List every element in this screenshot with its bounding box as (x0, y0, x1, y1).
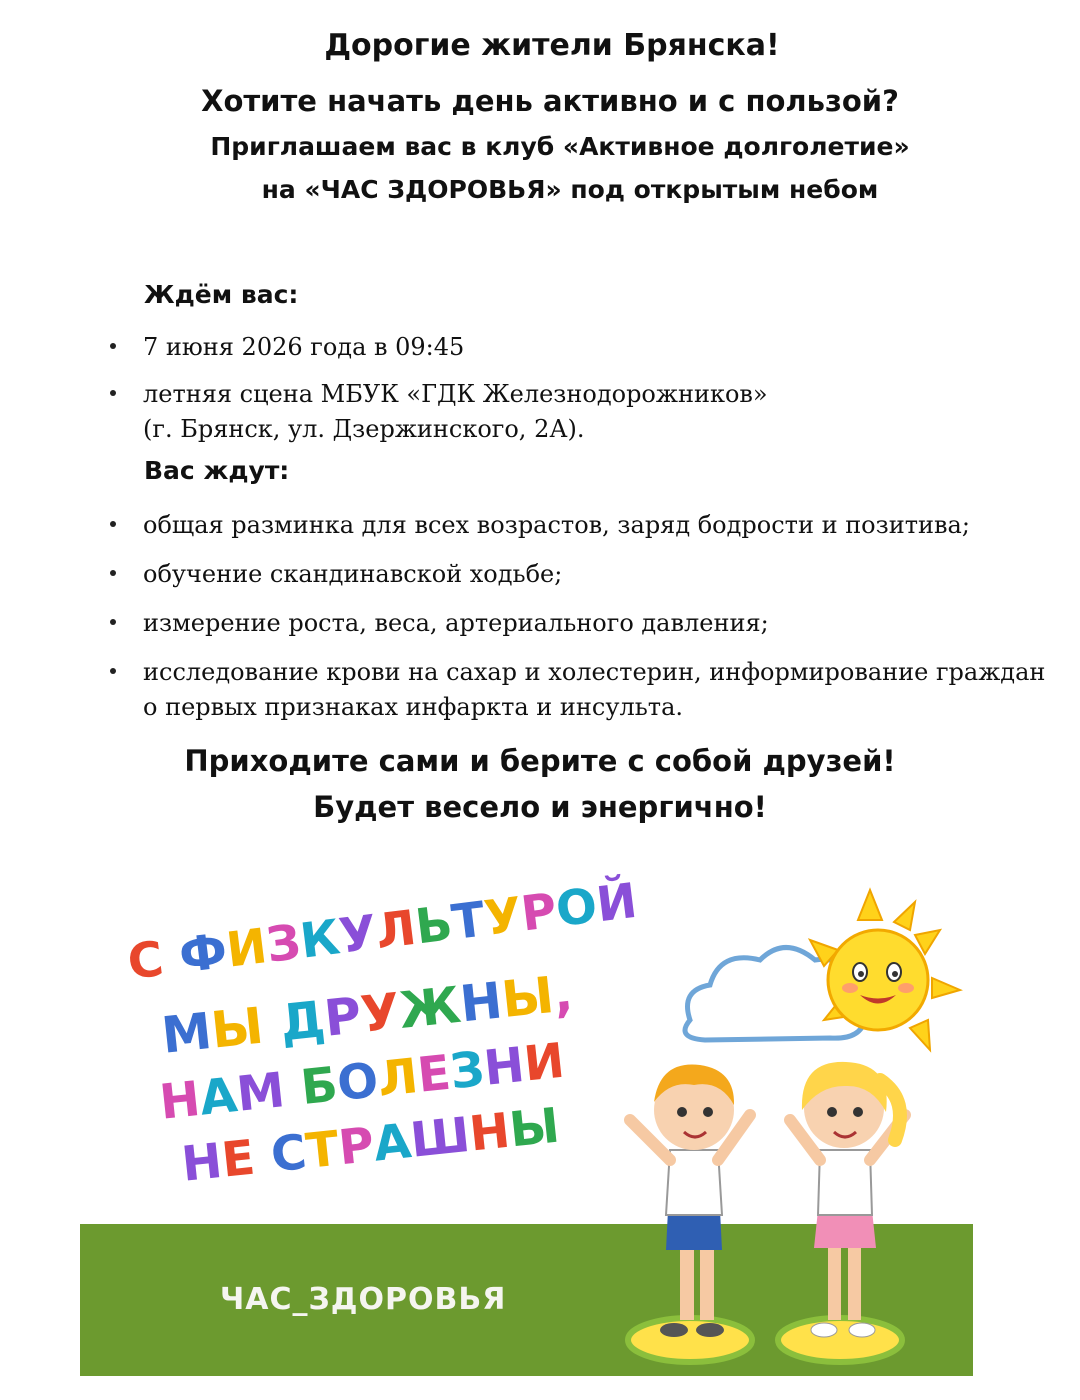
kids-sun-illustration (610, 880, 990, 1390)
event-venue: летняя сцена МБУК «ГДК Железнодорожников» (143, 380, 768, 408)
program-list (0, 508, 1045, 739)
list-item (0, 606, 1045, 641)
event-date: 7 июня 2026 года в 09:45 (143, 333, 465, 361)
list-item (0, 557, 1045, 592)
banner-label: ЧАС_ЗДОРОВЬЯ (220, 1282, 507, 1317)
program-item-blood-test: исследование крови на сахар и холестерин, информирование граждан (143, 658, 1046, 686)
greeting-heading: Дорогие жители Брянска! (324, 28, 780, 63)
bullet-icon (110, 570, 116, 576)
program-item-warmup: общая разминка для всех возрастов, заряд бодрости и позитива; (143, 511, 970, 539)
program-item-measurements: измерение роста, веса, артериального давления; (143, 609, 769, 637)
bullet-icon (110, 521, 116, 527)
slogan-illustration (120, 872, 641, 1205)
waiting-list (0, 330, 768, 459)
slogan-line-1: С ФИЗКУЛЬТУРОЙ (124, 872, 641, 991)
bullet-icon (110, 343, 116, 349)
list-item (0, 655, 1045, 725)
list-item (0, 330, 768, 365)
bullet-icon (110, 668, 116, 674)
event-address: (г. Брянск, ул. Дзержинского, 2А). (143, 415, 585, 443)
invitation-heading: Приглашаем вас в клуб «Активное долголетие» (210, 132, 910, 161)
waiting-section-title: Ждём вас: (144, 280, 299, 309)
program-item-blood-test-cont: о первых признаках инфаркта и инсульта. (143, 693, 684, 721)
program-item-nordic-walking: обучение скандинавской ходьбе; (143, 560, 563, 588)
slogan-line-2: МЫ ДРУЖНЫ, (158, 964, 576, 1065)
closing-call: Приходите сами и берите с собой друзей! (184, 744, 896, 778)
list-item (0, 377, 768, 447)
boy-icon (628, 1064, 752, 1362)
bullet-icon (110, 619, 116, 625)
program-section-title: Вас ждут: (144, 456, 290, 485)
girl-icon (778, 1062, 905, 1362)
question-heading: Хотите начать день активно и с пользой? (201, 84, 899, 118)
bullet-icon (110, 390, 116, 396)
event-name-heading: на «ЧАС ЗДОРОВЬЯ» под открытым небом (261, 175, 879, 204)
slogan-line-4: НЕ СТРАШНЫ (179, 1097, 563, 1193)
slogan-line-3: НАМ БОЛЕЗНИ (157, 1032, 568, 1131)
closing-promise: Будет весело и энергично! (313, 790, 767, 824)
list-item (0, 508, 1045, 543)
